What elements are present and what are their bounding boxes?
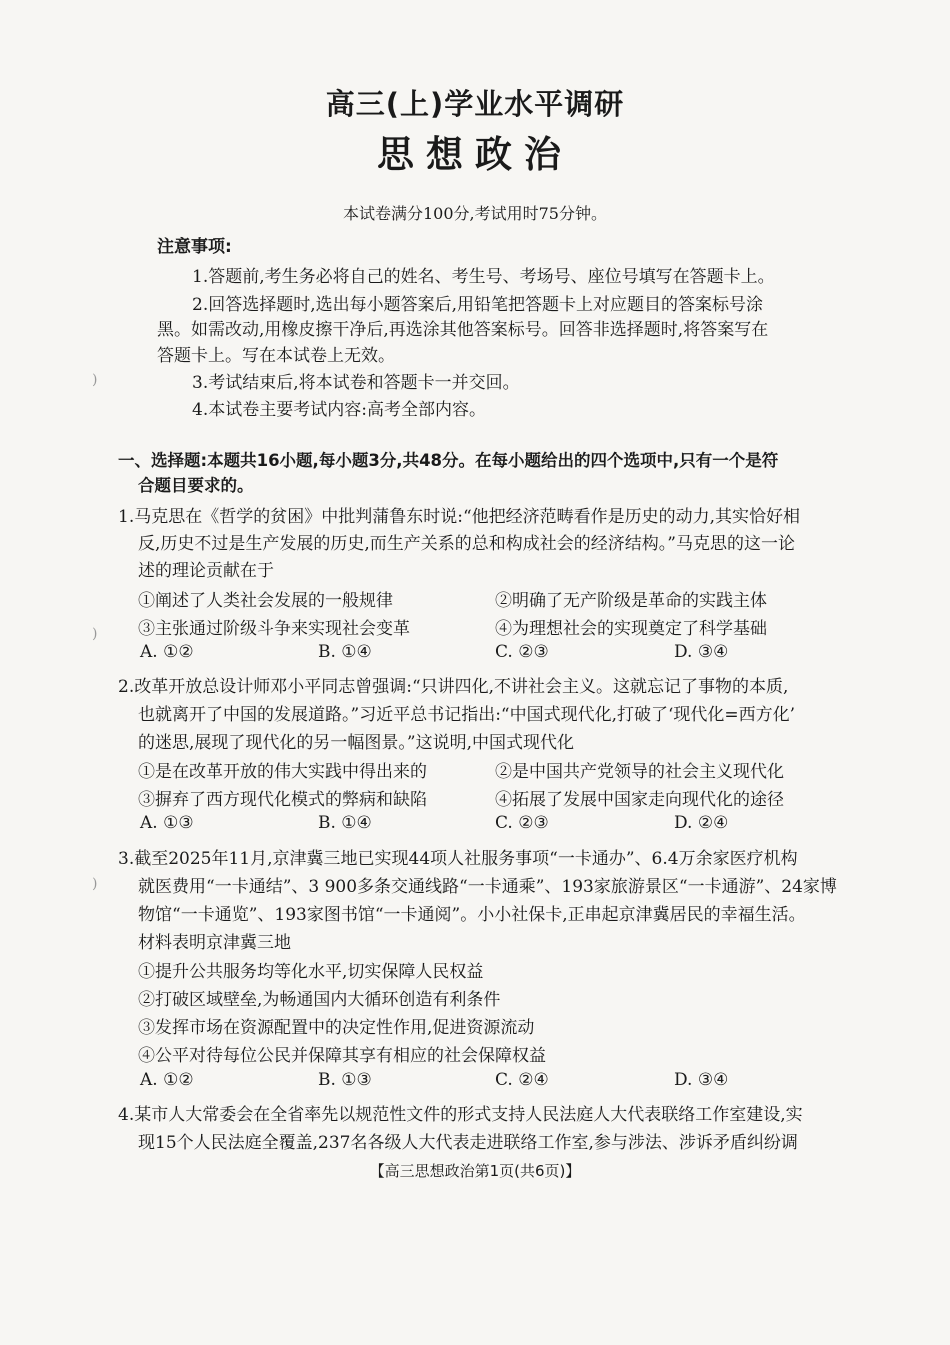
binding-hole-mark: ) — [92, 876, 98, 892]
question-3-stem: 材料表明京津冀三地 — [138, 933, 291, 953]
binding-hole-mark: ) — [92, 372, 98, 388]
question-1-choice: D. ③④ — [674, 642, 729, 662]
question-3-choice: D. ③④ — [674, 1070, 729, 1090]
question-3-item: ①提升公共服务均等化水平,切实保障人民权益 — [138, 962, 484, 982]
question-1-item: ④为理想社会的实现奠定了科学基础 — [495, 619, 767, 639]
question-3-item: ④公平对待每位公民并保障其享有相应的社会保障权益 — [138, 1046, 546, 1066]
question-1-stem: 1.马克思在《哲学的贫困》中批判蒲鲁东时说:“他把经济范畴看作是历史的动力,其实恰好相 — [118, 507, 801, 527]
question-3-choice: A. ①② — [140, 1070, 194, 1090]
question-3-stem: 3.截至2025年11月,京津冀三地已实现44项人社服务事项“一卡通办”、6.4万余家医疗机构 — [118, 849, 798, 869]
question-4-stem: 现15个人民法庭全覆盖,237名各级人大代表走进联络工作室,参与涉法、涉诉矛盾纠纷调 — [138, 1133, 798, 1153]
exam-title: 高三(上)学业水平调研 — [325, 87, 625, 121]
question-1-stem: 反,历史不过是生产发展的历史,而生产关系的总和构成社会的经济结构。”马克思的这一论 — [138, 534, 795, 554]
question-3-choice: C. ②④ — [495, 1070, 549, 1090]
notice-heading: 注意事项: — [157, 237, 232, 257]
section-heading: 合题目要求的。 — [138, 476, 254, 495]
subject-title: 思想政治 — [377, 133, 573, 176]
question-1-item: ③主张通过阶级斗争来实现社会变革 — [138, 619, 410, 639]
question-3-stem: 就医费用“一卡通结”、3 900多条交通线路“一卡通乘”、193家旅游景区“一卡通游”、24家博 — [138, 877, 837, 897]
question-2-choice: C. ②③ — [495, 813, 549, 833]
notice-line: 3.考试结束后,将本试卷和答题卡一并交回。 — [192, 373, 520, 393]
question-2-stem: 也就离开了中国的发展道路。”习近平总书记指出:“中国式现代化,打破了‘现代化=西方化’ — [138, 705, 796, 725]
question-3-stem: 物馆“一卡通览”、193家图书馆“一卡通阅”。小小社保卡,正串起京津冀居民的幸福生活。 — [138, 905, 806, 925]
question-1-item: ①阐述了人类社会发展的一般规律 — [138, 591, 393, 611]
exam-meta: 本试卷满分100分,考试用时75分钟。 — [343, 204, 607, 223]
binding-hole-mark: ) — [92, 626, 98, 642]
page-footer: 【高三思想政治第1页(共6页)】 — [369, 1162, 581, 1180]
notice-line: 黑。如需改动,用橡皮擦干净后,再选涂其他答案标号。回答非选择题时,将答案写在 — [157, 320, 769, 340]
question-2-choice: B. ①④ — [318, 813, 372, 833]
notice-line: 1.答题前,考生务必将自己的姓名、考生号、考场号、座位号填写在答题卡上。 — [192, 267, 775, 287]
question-3-item: ②打破区域壁垒,为畅通国内大循环创造有利条件 — [138, 990, 501, 1010]
notice-line: 答题卡上。写在本试卷上无效。 — [157, 346, 395, 366]
question-1-stem: 述的理论贡献在于 — [138, 561, 274, 581]
question-1-choice: C. ②③ — [495, 642, 549, 662]
notice-line: 4.本试卷主要考试内容:高考全部内容。 — [192, 400, 486, 420]
question-2-item: ④拓展了发展中国家走向现代化的途径 — [495, 790, 784, 810]
question-2-choice: D. ②④ — [674, 813, 729, 833]
question-1-choice: B. ①④ — [318, 642, 372, 662]
section-heading: 一、选择题:本题共16小题,每小题3分,共48分。在每小题给出的四个选项中,只有一个是符 — [118, 451, 779, 470]
question-3-choice: B. ①③ — [318, 1070, 372, 1090]
question-3-item: ③发挥市场在资源配置中的决定性作用,促进资源流动 — [138, 1018, 535, 1038]
question-2-item: ②是中国共产党领导的社会主义现代化 — [495, 762, 784, 782]
question-2-item: ③摒弃了西方现代化模式的弊病和缺陷 — [138, 790, 427, 810]
question-2-choice: A. ①③ — [140, 813, 194, 833]
question-1-choice: A. ①② — [140, 642, 194, 662]
question-2-stem: 的迷思,展现了现代化的另一幅图景。”这说明,中国式现代化 — [138, 733, 574, 753]
question-4-stem: 4.某市人大常委会在全省率先以规范性文件的形式支持人民法庭人大代表联络工作室建设,实 — [118, 1105, 803, 1125]
notice-line: 2.回答选择题时,选出每小题答案后,用铅笔把答题卡上对应题目的答案标号涂 — [192, 295, 764, 315]
question-2-stem: 2.改革开放总设计师邓小平同志曾强调:“只讲四化,不讲社会主义。这就忘记了事物的本质, — [118, 677, 789, 697]
question-1-item: ②明确了无产阶级是革命的实践主体 — [495, 591, 767, 611]
question-2-item: ①是在改革开放的伟大实践中得出来的 — [138, 762, 427, 782]
